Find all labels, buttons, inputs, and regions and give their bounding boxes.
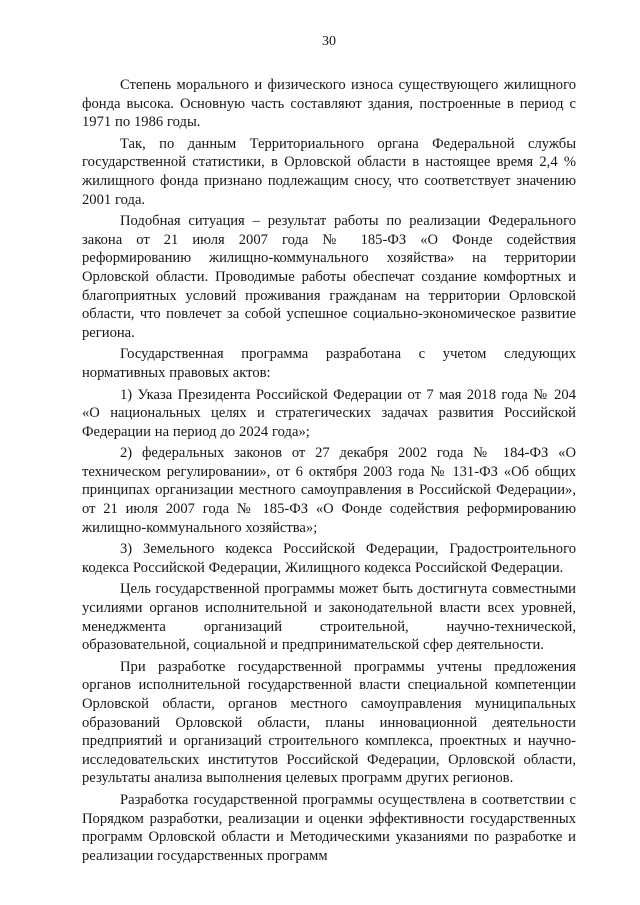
page-number: 30 xyxy=(322,34,336,49)
list-item-codes: 3) Земельного кодекса Российской Федерации, Градостроительного кодекса Российской Федерации, Жилищного кодекса Российской Федерации. xyxy=(82,541,576,576)
paragraph-housing-wear: Степень морального и физического износа существующего жилищного фонда высока. Основную часть составляют здания, построенные в период с 1971 по 1986 годы. xyxy=(82,77,576,131)
paragraph-proposals: При разработке государственной программы учтены предложения органов исполнительной государственной власти специальной компетенции Орловской области, органов местного самоуправления муниципальных образований Орловской области, планы инновационной деятельности предприятий и организаций строительного комплекса, проектных и научно-исследовательских институтов Российской Федерации, Орловской области, результаты анализа выполнения целевых программ других регионов. xyxy=(82,658,576,787)
list-item-federal-laws: 2) федеральных законов от 27 декабря 2002 года № 184-ФЗ «О техническом регулировании», от 6 октября 2003 года № 131-ФЗ «Об общих принципах организации местного самоуправления в Российской Федерации», от 21 июля 2007 года № 185-ФЗ «О Фонде содействия реформированию жилищно-коммунального хозяйства»; xyxy=(82,445,576,536)
paragraph-federal-law-result: Подобная ситуация – результат работы по реализации Федерального закона от 21 июля 2007 года № 185-ФЗ «О Фонде содействия реформированию жилищно-коммунального хозяйства» на территории Орловской области. Проводимые работы обеспечат создание комфортных и благоприятных условий проживания гражданам на территории Орловской области, что повлечет за собой успешное социально-экономическое развитие региона. xyxy=(82,213,576,341)
paragraph-legal-acts-intro: Государственная программа разработана с учетом следующих нормативных правовых актов: xyxy=(82,346,576,381)
paragraph-statistics: Так, по данным Территориального органа Федеральной службы государственной статистики, в Орловской области в настоящее время 2,4 % жилищного фонда признано подлежащим сносу, что соответствует значению 2001 года. xyxy=(82,135,576,208)
paragraph-development-procedure: Разработка государственной программы осуществлена в соответствии с Порядком разработки, реализации и оценки эффективности государственных программ Орловской области и Методическими указаниями по разработке и реализации государственных программ xyxy=(82,791,576,864)
list-item-presidential-decree: 1) Указа Президента Российской Федерации от 7 мая 2018 года № 204 «О национальных целях и стратегических задачах развития Российской Федерации на период до 2024 года»; xyxy=(82,386,576,440)
paragraph-program-goal: Цель государственной программы может быть достигнута совместными усилиями органов исполнительной и законодательной власти всех уровней, менеджмента организаций строительной, научно-технической, образовательной, социальной и предпринимательской сфер деятельности. xyxy=(82,581,576,654)
